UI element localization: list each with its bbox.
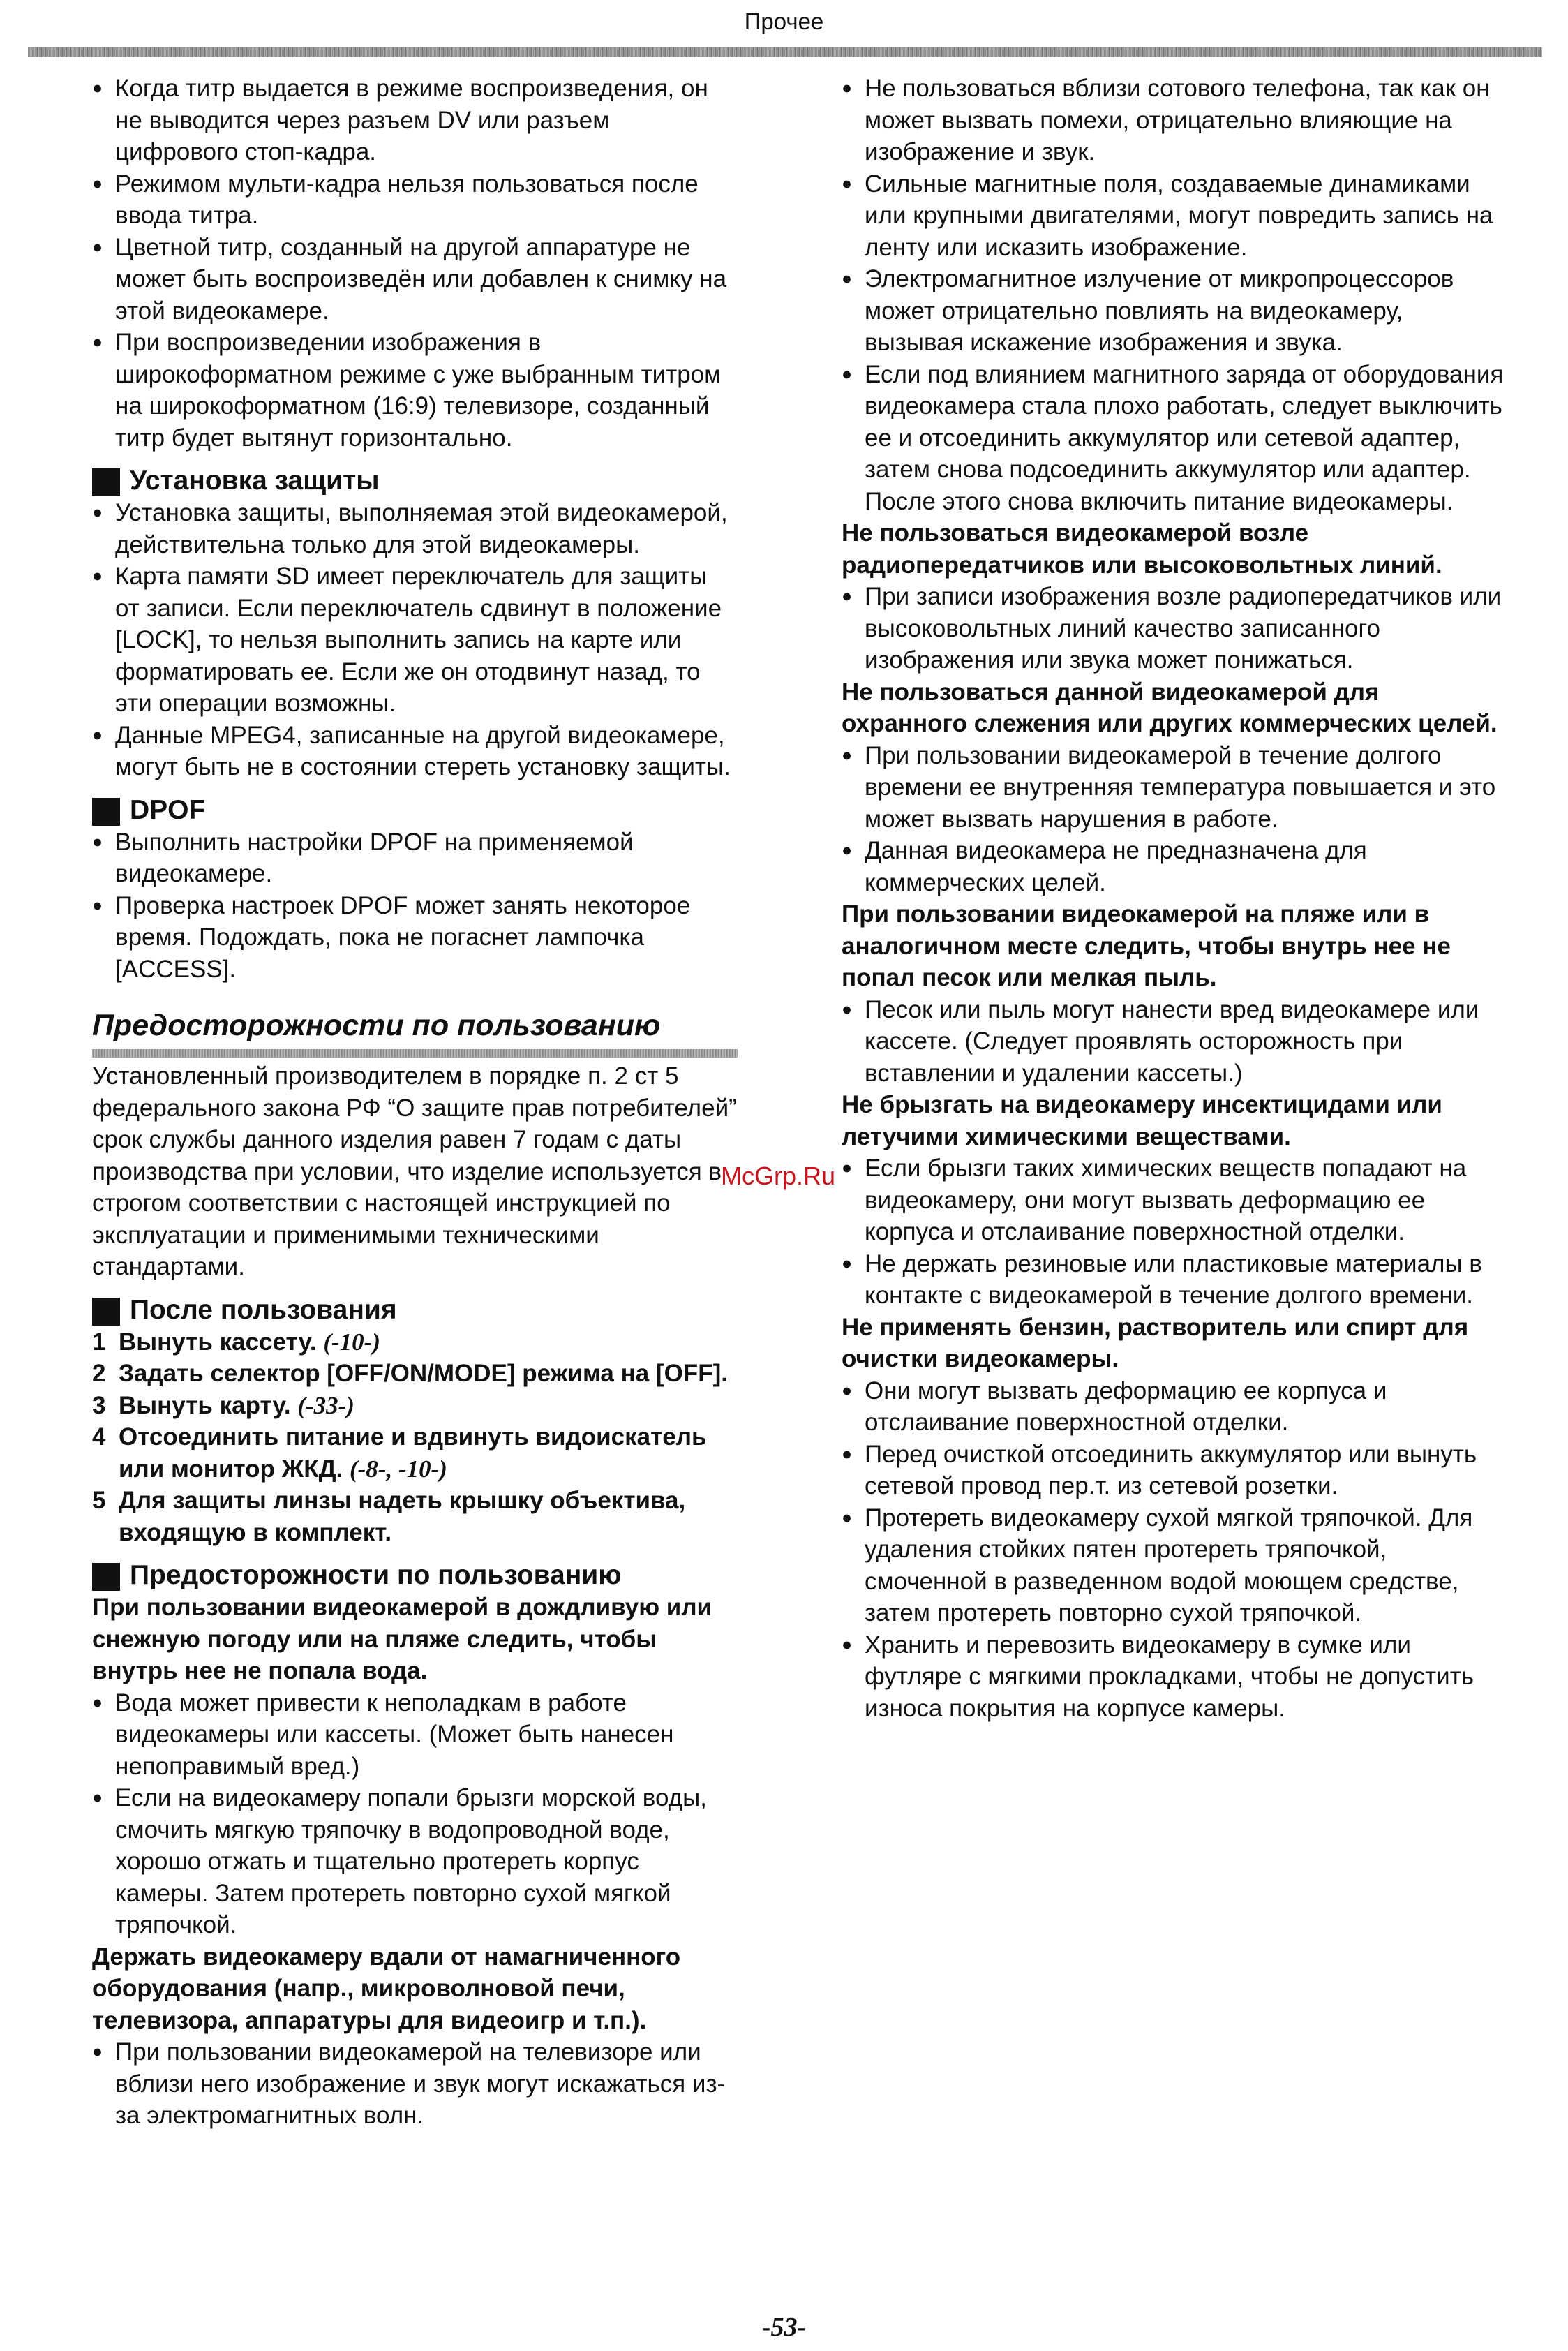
square-bullet-icon xyxy=(92,1298,120,1326)
section-heading-usage: Предосторожности по пользованию xyxy=(92,1559,738,1592)
list-item: ● Когда титр выдается в режиме воспроизведения, он не выводится через разъем DV или разъем цифрового стоп-кадра. xyxy=(92,73,738,168)
left-column xyxy=(92,73,738,2132)
list-item: ● Не держать резиновые или пластиковые материалы в контакте с видеокамерой в течение долгого времени. xyxy=(842,1248,1504,1312)
beach-heading: При пользовании видеокамерой на пляже или в аналогичном месте следить, чтобы внутрь нее не попал песок или мелкая пыль. xyxy=(842,900,1451,991)
list-item: ● Хранить и перевозить видеокамеру в сумке или футляре с мягкими прокладками, чтобы не допустить износа покрытия на корпусе камеры. xyxy=(842,1629,1504,1725)
square-bullet-icon xyxy=(92,1563,120,1591)
list-item: ● При записи изображения возле радиопередатчиков или высоковольтных линий качество записанного изображения или звука может понижаться. xyxy=(842,581,1504,676)
page-ref: (-33-) xyxy=(297,1391,354,1419)
title-rule xyxy=(92,1049,738,1058)
section-heading-dpof: DPOF xyxy=(92,794,738,826)
page-ref: (-8-, -10-) xyxy=(350,1455,447,1483)
rain-heading: При пользовании видеокамерой в дождливую или снежную погоду или на пляже следить, чтобы внутрь нее не попала вода. xyxy=(92,1594,712,1684)
list-item: ● Перед очисткой отсоединить аккумулятор или вынуть сетевой провод пер.т. из сетевой розетки. xyxy=(842,1439,1504,1502)
step-item: 4 Отсоединить питание и вдвинуть видоискатель или монитор ЖКД. (-8-, -10-) xyxy=(92,1423,707,1483)
list-item: ● Данная видеокамера не предназначена для коммерческих целей. xyxy=(842,835,1504,898)
radio-heading: Не пользоваться видеокамерой возле радиопередатчиков или высоковольтных линий. xyxy=(842,519,1442,579)
list-item: ● Если под влиянием магнитного заряда от оборудования видеокамера стала плохо работать, следует выключить ее и отсоединить аккумулятор или сетевой адаптер, затем снова подсоединить аккумулятор или адаптер. После этого снова включить питание видеокамеры. xyxy=(842,359,1504,518)
list-item: ● Цветной титр, созданный на другой аппаратуре не может быть воспроизведён или добавлен к снимку на этой видеокамере. xyxy=(92,232,738,327)
list-item: ● Протереть видеокамеру сухой мягкой тряпочкой. Для удаления стойких пятен протереть тряпочкой, смоченной в разведенном водой моющем средстве, затем протереть повторно сухой тряпочкой. xyxy=(842,1502,1504,1629)
list-item: ● При пользовании видеокамерой на телевизоре или вблизи него изображение и звук могут искажаться из-за электромагнитных волн. xyxy=(92,2036,738,2132)
section-heading-after-use: После пользования xyxy=(92,1294,738,1326)
precautions-title: Предосторожности по пользованию xyxy=(92,1009,661,1042)
list-item: ● Сильные магнитные поля, создаваемые динамиками или крупными двигателями, могут повредить запись на ленту или исказить изображение. xyxy=(842,168,1504,264)
list-item: ● Проверка настроек DPOF может занять некоторое время. Подождать, пока не погаснет лампочка [ACCESS]. xyxy=(92,890,738,986)
square-bullet-icon xyxy=(92,468,120,496)
list-item: ● Если брызги таких химических веществ попадают на видеокамеру, они могут вызвать деформацию ее корпуса и отслаивание поверхностной отделки. xyxy=(842,1152,1504,1248)
magnet-heading: Держать видеокамеру вдали от намагниченного оборудования (напр., микроволновой печи, телевизора, аппаратуры для видеоигр и т.п.). xyxy=(92,1943,681,2034)
list-item: ● При воспроизведении изображения в широкоформатном режиме с уже выбранным титром на широкоформатном (16:9) телевизоре, созданный титр будет вытянут горизонтально. xyxy=(92,327,738,454)
step-item: 2 Задать селектор [OFF/ON/MODE] режима на [OFF]. xyxy=(92,1360,728,1387)
page-ref: (-10-) xyxy=(323,1328,380,1356)
list-item: ● При пользовании видеокамерой в течение долгого времени ее внутренняя температура повышается и это может вызвать нарушения в работе. xyxy=(842,740,1504,836)
list-item: ● Электромагнитное излучение от микропроцессоров может отрицательно повлиять на видеокамеру, вызывая искажение изображения и звука. xyxy=(842,263,1504,359)
page-number: -53- xyxy=(761,2313,807,2342)
square-bullet-icon xyxy=(92,798,120,826)
step-item: 5 Для защиты линзы надеть крышку объектива, входящую в комплект. xyxy=(92,1487,686,1546)
list-item: ● Выполнить настройки DPOF на применяемой видеокамере. xyxy=(92,826,738,890)
list-item: ● Не пользоваться вблизи сотового телефона, так как он может вызвать помехи, отрицательно влияющие на изображение и звук. xyxy=(842,73,1504,168)
step-item: 1 Вынуть кассету. (-10-) xyxy=(92,1328,380,1356)
list-item: ● Карта памяти SD имеет переключатель для защиты от записи. Если переключатель сдвинут в положение [LOCK], то нельзя выполнить запись на карте или форматировать ее. Если же он отодвинут назад, то эти операции возможны. xyxy=(92,561,738,720)
list-item: ● Режимом мульти-кадра нельзя пользоваться после ввода титра. xyxy=(92,168,738,232)
list-item: ● Песок или пыль могут нанести вред видеокамере или кассете. (Следует проявлять осторожность при вставлении и удалении кассеты.) xyxy=(842,994,1504,1090)
header-rule xyxy=(28,47,1542,57)
step-item: 3 Вынуть карту. (-33-) xyxy=(92,1391,354,1419)
watermark-link[interactable]: McGrp.Ru xyxy=(721,1162,836,1190)
list-item: ● Установка защиты, выполняемая этой видеокамерой, действительна только для этой видеокамеры. xyxy=(92,497,738,561)
security-heading: Не пользоваться данной видеокамерой для охранного слежения или других коммерческих целей. xyxy=(842,678,1498,737)
page-header: Прочее xyxy=(744,8,824,34)
lifetime-paragraph: Установленный производителем в порядке п. 2 ст 5 федерального закона РФ “О защите прав потребителей” срок службы данного изделия равен 7 годам с даты производства при условии, что изделие используется в строгом соответствии с настоящей инструкцией по эксплуатации и применимыми техническими стандартами. xyxy=(92,1062,737,1280)
list-item: ● Если на видеокамеру попали брызги морской воды, смочить мягкую тряпочку в водопроводной воде, хорошо отжать и тщательно протереть корпус камеры. Затем протереть повторно сухой мягкой тряпочкой. xyxy=(92,1782,738,1941)
insecticide-heading: Не брызгать на видеокамеру инсектицидами или летучими химическими веществами. xyxy=(842,1091,1442,1150)
list-item: ● Они могут вызвать деформацию ее корпуса и отслаивание поверхностной отделки. xyxy=(842,1375,1504,1439)
section-heading-protection: Установка защиты xyxy=(92,465,738,497)
list-item: ● Вода может привести к неполадкам в работе видеокамеры или кассеты. (Может быть нанесен непоправимый вред.) xyxy=(92,1687,738,1783)
list-item: ● Данные MPEG4, записанные на другой видеокамере, могут быть не в состоянии стереть установку защиты. xyxy=(92,720,738,783)
right-column xyxy=(842,73,1504,1724)
solvent-heading: Не применять бензин, растворитель или спирт для очистки видеокамеры. xyxy=(842,1313,1469,1372)
